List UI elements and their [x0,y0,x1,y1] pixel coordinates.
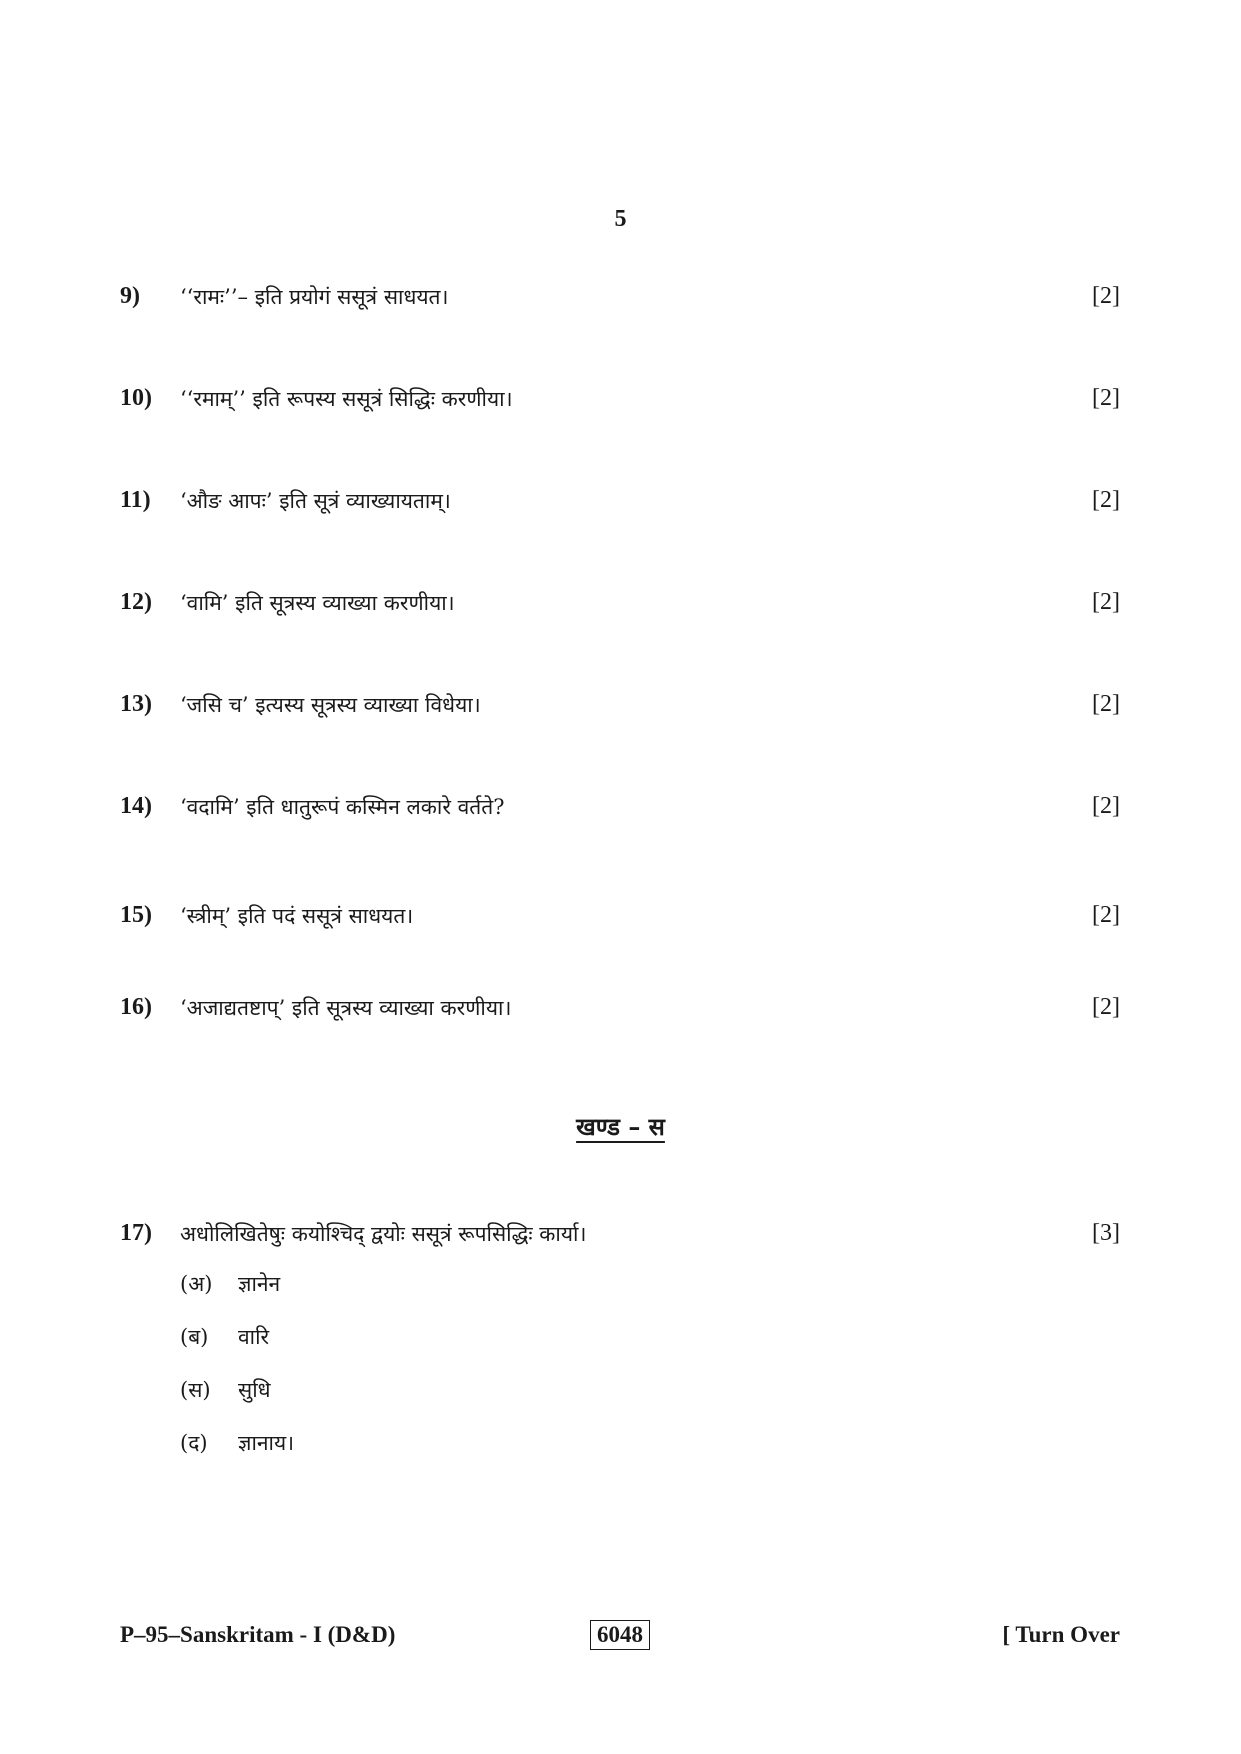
question-number: 13) [120,691,152,717]
question-text: ‘वामि’ इति सूत्रस्य व्याख्या करणीया। [180,591,455,615]
question-text: अधोलिखितेषुः कयोश्चिद् द्वयोः ससूत्रं रूपसिद्धिः कार्या। [180,1222,587,1246]
question-text: ‘औङ आपः’ इति सूत्रं व्याख्यायताम्। [180,489,451,513]
option-label: (द) [180,1431,208,1455]
boxed-number: 6048 [590,1620,650,1650]
question-marks: [2] [1092,589,1120,615]
question-number: 14) [120,793,152,819]
question-16 [120,994,1120,1030]
question-14 [120,793,1120,829]
question-number: 17) [120,1220,152,1246]
page-footer [120,1620,1120,1660]
question-10 [120,385,1120,421]
option-label: (अ) [180,1272,213,1296]
question-12 [120,589,1120,625]
option-text: सुधि [238,1378,271,1402]
question-number: 16) [120,994,152,1020]
option-label: (ब) [180,1325,209,1349]
question-9 [120,283,1120,319]
question-text: ‘अजाद्यतष्टाप्’ इति सूत्रस्य व्याख्या करणीया। [180,996,512,1020]
turn-over-label: [ Turn Over [1002,1622,1120,1647]
question-marks: [2] [1092,691,1120,717]
question-marks: [2] [1092,385,1120,411]
question-marks: [2] [1092,487,1120,513]
question-text: ‘‘रामः’’– इति प्रयोगं ससूत्रं साधयत। [180,285,449,309]
question-marks: [2] [1092,283,1120,309]
question-marks: [2] [1092,793,1120,819]
question-text: ‘स्त्रीम्’ इति पदं ससूत्रं साधयत। [180,904,414,928]
question-marks: [3] [1092,1220,1120,1246]
option-d [180,1429,294,1457]
question-marks: [2] [1092,994,1120,1020]
question-15 [120,902,1120,938]
question-text: ‘वदामि’ इति धातुरूपं कस्मिन लकारे वर्तते? [180,795,505,819]
question-number: 9) [120,283,140,309]
option-label: (स) [180,1378,211,1402]
question-13 [120,691,1120,727]
option-text: वारि [238,1325,270,1349]
page-number: 5 [614,206,627,232]
paper-code: P–95–Sanskritam - I (D&D) [120,1622,396,1647]
question-number: 11) [120,487,151,513]
option-text: ज्ञानेन [238,1272,281,1296]
option-c [180,1376,271,1404]
question-11 [120,487,1120,523]
option-a [180,1270,280,1298]
question-text: ‘‘रमाम्’’ इति रूपस्य ससूत्रं सिद्धिः करणीया। [180,387,513,411]
section-title: खण्ड – स [576,1112,665,1141]
question-marks: [2] [1092,902,1120,928]
question-17 [120,1220,1120,1256]
option-text: ज्ञानाय। [238,1431,295,1455]
question-number: 15) [120,902,152,928]
question-number: 10) [120,385,152,411]
question-number: 12) [120,589,152,615]
option-b [180,1323,269,1351]
section-heading [0,1110,1241,1143]
question-text: ‘जसि च’ इत्यस्य सूत्रस्य व्याख्या विधेया। [180,693,481,717]
